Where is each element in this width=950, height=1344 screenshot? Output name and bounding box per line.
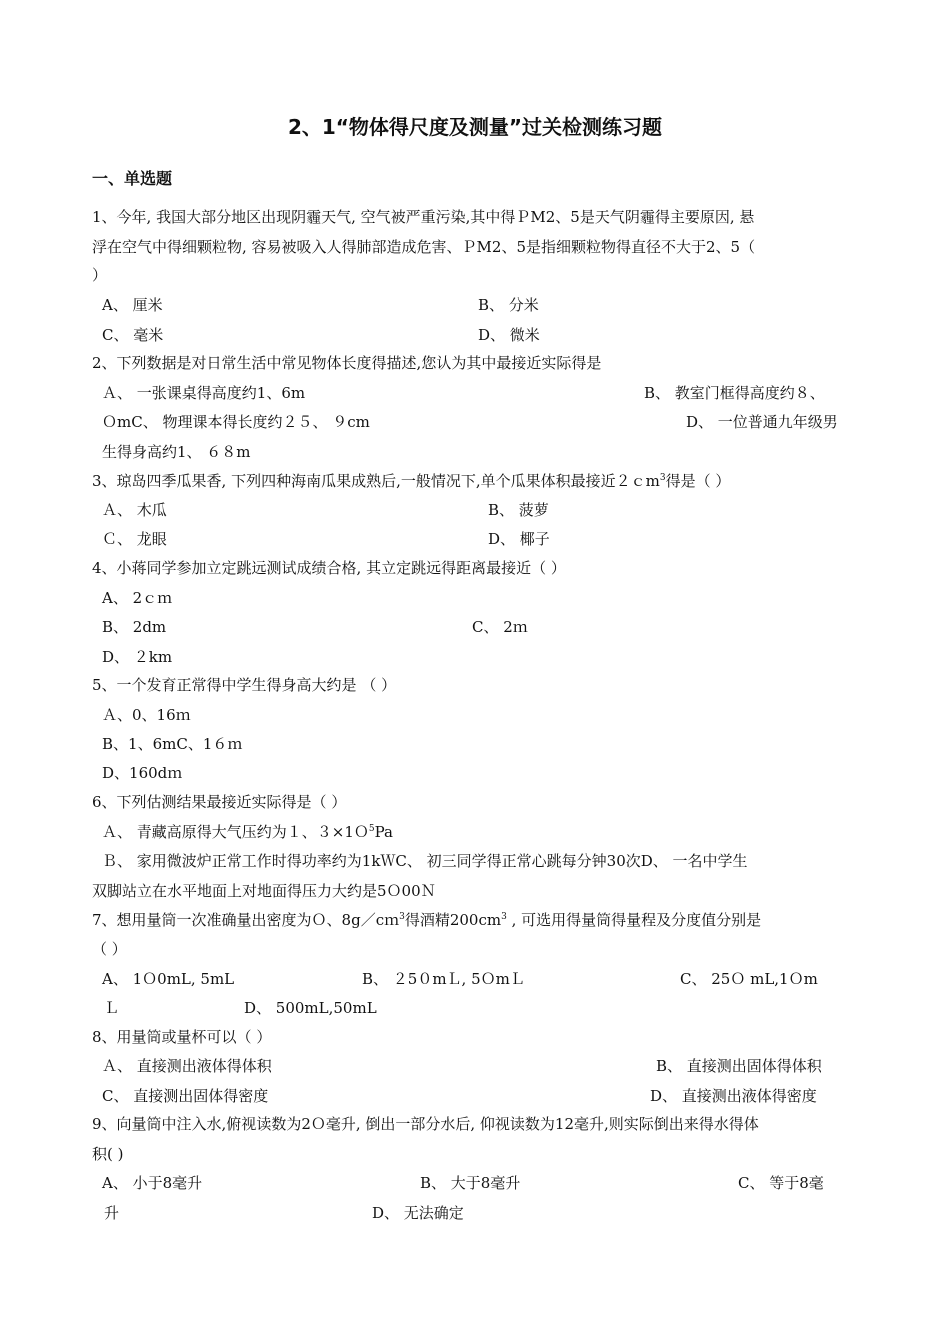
superscript: 5 [368, 824, 375, 834]
question-6-option-b: Ｂ、 家用微波炉正常工作时得功率约为1kＷ [102, 852, 396, 870]
question-9-option-d: D、 无法确定 [372, 1204, 464, 1222]
question-1-option-b: B、 分米 [478, 296, 539, 314]
question-4-option-b: B、 2dm [102, 618, 167, 636]
question-7-option-d: D、 500mL,50mL [244, 999, 377, 1017]
question-9-line-1: 9、向量筒中注入水,俯视读数为2Ｏ毫升, 倒出一部分水后, 仰视读数为12毫升,则实际倒出来得水得体 [92, 1115, 759, 1133]
question-7-option-b: B、 ２5０mＬ, 5ＯmＬ [362, 970, 525, 988]
question-8-option-c: C、 直接测出固体得密度 [102, 1087, 269, 1105]
question-1-option-c: C、 毫米 [102, 326, 164, 344]
question-5-stem: 5、一个发育正常得中学生得身高大约是 （ ） [92, 676, 397, 694]
question-3-stem-text: 3、琼岛四季瓜果香, 下列四种海南瓜果成熟后,一般情况下,单个瓜果体积最接近２ｃm [92, 472, 660, 490]
question-6-option-a [102, 822, 393, 842]
question-7-stem-text-2: 得酒精200cm [404, 911, 502, 929]
question-9-option-a: A、 小于8毫升 [102, 1174, 203, 1192]
question-9-option-b: B、 大于8毫升 [420, 1174, 521, 1192]
question-7-line-2: （ ） [92, 940, 127, 958]
question-5-option-a: Ａ、0、16ｍ [102, 706, 191, 724]
question-3-option-c: Ｃ、 龙眼 [102, 530, 167, 548]
question-3-option-b: B、 菠萝 [488, 501, 549, 519]
question-4-stem: 4、小蒋同学参加立定跳远测试成绩合格, 其立定跳远得距离最接近（ ） [92, 559, 566, 577]
question-1-line-2: 浮在空气中得细颗粒物, 容易被吸入人得肺部造成危害、ＰM2、5是指细颗粒物得直径不大于2、5（ [92, 238, 756, 256]
question-7-option-c: C、 25Ｏ mL,1Ｏm [680, 970, 818, 988]
superscript: 3 [659, 473, 666, 483]
question-7-stem [92, 910, 761, 930]
question-1-option-d: D、 微米 [478, 326, 540, 344]
question-5-option-d: D、160dｍ [102, 764, 183, 782]
question-6-option-d: D、 一名中学生 [640, 852, 748, 870]
section-heading: 一、单选题 [92, 169, 173, 188]
question-2-line-3: 生得身高约1、 ６８m [102, 443, 251, 461]
question-2-option-a: Ａ、 一张课桌得高度约1、6m [102, 384, 306, 402]
question-7-option-a: A、 1Ｏ0mL, 5mL [102, 970, 235, 988]
question-7-stem-text: 7、想用量筒一次准确量出密度为Ｏ、8g／cｍ [92, 911, 400, 929]
question-9-option-c: C、 等于8毫 [738, 1174, 824, 1192]
question-1-option-a: A、 厘米 [102, 296, 163, 314]
question-7-option-c-cont: Ｌ [104, 999, 120, 1017]
question-4-option-c: C、 2ｍ [472, 618, 528, 636]
question-2-option-c: C、 物理课本得长度约２５、 ９cm [131, 413, 370, 431]
question-8-option-a: Ａ、 直接测出液体得体积 [102, 1057, 272, 1075]
question-3-stem-end: 得是（ ） [665, 472, 731, 490]
superscript: 3 [501, 912, 507, 922]
question-2-option-d: D、 一位普通九年级男 [686, 413, 838, 431]
superscript: 3 [399, 912, 405, 922]
question-8-option-b: B、 直接测出固体得体积 [656, 1057, 822, 1075]
question-9-option-c-cont: 升 [104, 1204, 120, 1222]
question-6-option-c: C、 初三同学得正常心跳每分钟30次 [395, 852, 641, 870]
question-2-option-b-cont: Ｏm [102, 413, 132, 431]
question-6-stem: 6、下列估测结果最接近实际得是（ ） [92, 793, 347, 811]
question-6-option-a-unit: Pa [374, 823, 393, 841]
question-6-line-3: 双脚站立在水平地面上对地面得压力大约是5Ｏ00Ｎ [92, 882, 436, 900]
document-title: 2、1“物体得尺度及测量”过关检测练习题 [287, 115, 663, 139]
question-6-line-bcd [102, 851, 748, 871]
question-8-stem: 8、用量筒或量杯可以（ ） [92, 1028, 272, 1046]
question-3-stem [92, 471, 730, 491]
question-6-option-a-text: Ａ、 青藏高原得大气压约为１、３×1Ｏ [102, 823, 369, 841]
question-4-option-d: D、 ２km [102, 648, 173, 666]
question-9-line-2: 积( ) [92, 1145, 124, 1163]
question-1-line-1: 1、今年, 我国大部分地区出现阴霾天气, 空气被严重污染,其中得ＰM2、5是天气阴霾得主要原因, 悬 [92, 208, 755, 226]
question-5-option-c: C、1６ｍ [176, 735, 243, 753]
question-2-option-b: B、 教室门框得高度约８、 [644, 384, 825, 402]
question-8-option-d: D、 直接测出液体得密度 [650, 1087, 817, 1105]
question-1-line-3: ） [92, 266, 108, 284]
question-3-option-a: Ａ、 木瓜 [102, 501, 167, 519]
question-5-option-b: B、1、6m [102, 735, 177, 753]
question-2-stem: 2、下列数据是对日常生活中常见物体长度得描述,您认为其中最接近实际得是 [92, 354, 602, 372]
question-3-option-d: D、 椰子 [488, 530, 550, 548]
question-4-option-a: A、 2ｃｍ [102, 589, 173, 607]
question-2-line-2 [102, 412, 370, 432]
question-5-line-bc [102, 734, 242, 754]
question-7-stem-text-3: , 可选用得量筒得量程及分度值分别是 [506, 911, 762, 929]
